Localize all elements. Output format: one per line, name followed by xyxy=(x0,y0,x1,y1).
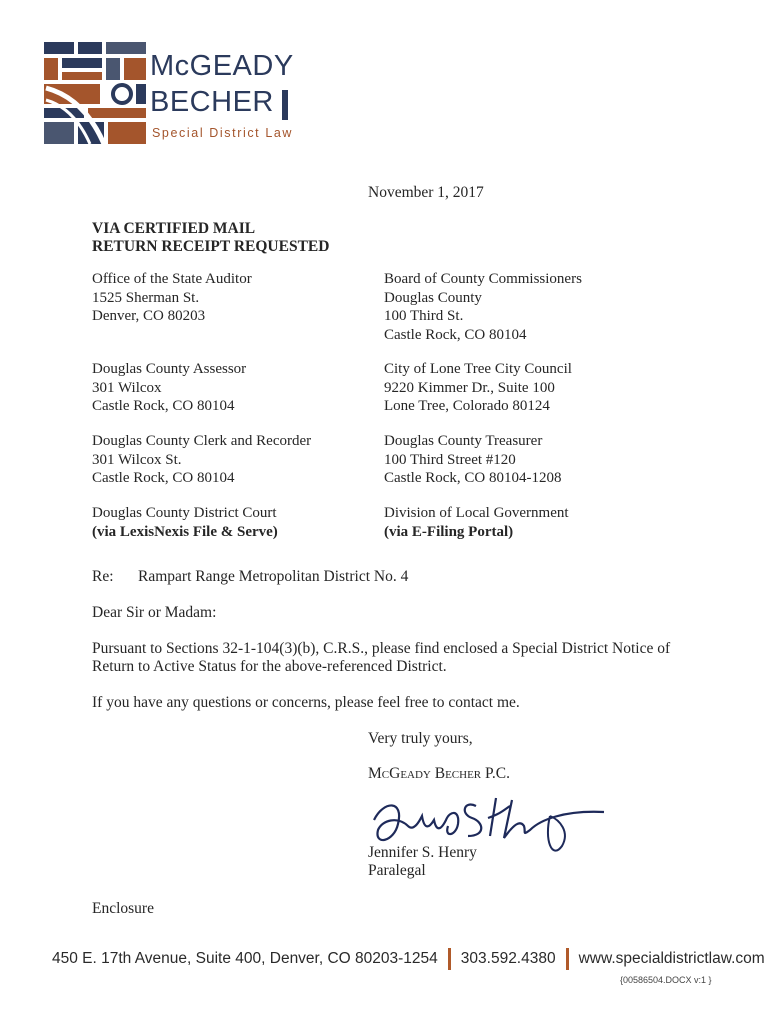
recipient-county-commissioners xyxy=(384,270,582,344)
footer-divider xyxy=(448,948,451,970)
address-line: Douglas County Treasurer xyxy=(384,433,543,449)
address-line: Castle Rock, CO 80104 xyxy=(384,326,527,343)
address-line: Castle Rock, CO 80104 xyxy=(92,398,235,414)
letterhead-logo xyxy=(44,38,294,148)
delivery-note: (via E-Filing Portal) xyxy=(384,523,514,540)
address-line: 1525 Sherman St. xyxy=(92,289,200,306)
address-line: Douglas County Clerk and Recorder xyxy=(92,433,312,449)
body-paragraph-2: If you have any questions or concerns, please feel free to contact me. xyxy=(92,694,520,711)
address-line: Board of County Commissioners xyxy=(384,271,582,287)
address-line: 301 Wilcox xyxy=(92,379,162,396)
address-line: Office of the State Auditor xyxy=(92,271,252,287)
letterhead-footer xyxy=(52,948,765,970)
body-paragraph-1-line-1: Pursuant to Sections 32-1-104(3)(b), C.R.S., please find enclosed a Special District Notice of xyxy=(92,640,671,657)
footer-phone: 303.592.4380 xyxy=(460,950,556,968)
valediction: Very truly yours, xyxy=(368,730,473,747)
recipient-county-treasurer xyxy=(384,432,562,488)
footer-divider xyxy=(566,948,569,970)
signer-name: Jennifer S. Henry xyxy=(368,844,477,861)
brand-bar xyxy=(282,90,288,120)
recipient-county-assessor xyxy=(92,360,246,416)
address-line: Douglas County Assessor xyxy=(92,361,247,377)
address-line: City of Lone Tree City Council xyxy=(384,361,572,377)
enclosure-note: Enclosure xyxy=(92,900,154,917)
brand-tagline: Special District Law xyxy=(152,126,294,140)
address-line: Division of Local Government xyxy=(384,505,569,521)
address-line: Douglas County District Court xyxy=(92,505,277,521)
recipient-clerk-recorder xyxy=(92,432,311,488)
delivery-method-line1: VIA CERTIFIED MAIL xyxy=(92,220,256,237)
address-line: Lone Tree, Colorado 80124 xyxy=(384,398,550,414)
recipient-district-court xyxy=(92,504,278,541)
address-line: 9220 Kimmer Dr., Suite 100 xyxy=(384,379,555,396)
salutation: Dear Sir or Madam: xyxy=(92,604,217,621)
address-line: 100 Third St. xyxy=(384,308,464,324)
delivery-method-line2: RETURN RECEIPT REQUESTED xyxy=(92,238,330,255)
brand-name-line2: BECHER xyxy=(150,86,274,118)
re-label: Re: xyxy=(92,568,114,585)
logo-mark-icon xyxy=(44,38,154,148)
brand-name-line1: McGEADY xyxy=(150,50,294,82)
re-subject: Rampart Range Metropolitan District No. 4 xyxy=(138,568,409,585)
firm-name: McGeady Becher P.C. xyxy=(368,765,510,782)
address-line: 301 Wilcox St. xyxy=(92,451,182,468)
footer-address: 450 E. 17th Avenue, Suite 400, Denver, CO 80203-1254 xyxy=(52,950,438,968)
recipient-local-government xyxy=(384,504,569,541)
address-line: Castle Rock, CO 80104-1208 xyxy=(384,470,562,486)
body-paragraph-1-line-2: Return to Active Status for the above-referenced District. xyxy=(92,658,447,675)
address-line: Denver, CO 80203 xyxy=(92,308,206,324)
recipient-lone-tree-council xyxy=(384,360,572,416)
address-line: Castle Rock, CO 80104 xyxy=(92,470,235,486)
document-reference: {00586504.DOCX v:1 } xyxy=(620,975,712,985)
signer-title: Paralegal xyxy=(368,862,426,879)
address-line: 100 Third Street #120 xyxy=(384,451,516,468)
recipient-state-auditor xyxy=(92,270,252,326)
address-line: Douglas County xyxy=(384,289,482,306)
letter-date: November 1, 2017 xyxy=(368,184,484,201)
delivery-note: (via LexisNexis File & Serve) xyxy=(92,523,278,540)
footer-website: www.specialdistrictlaw.com xyxy=(578,950,765,968)
